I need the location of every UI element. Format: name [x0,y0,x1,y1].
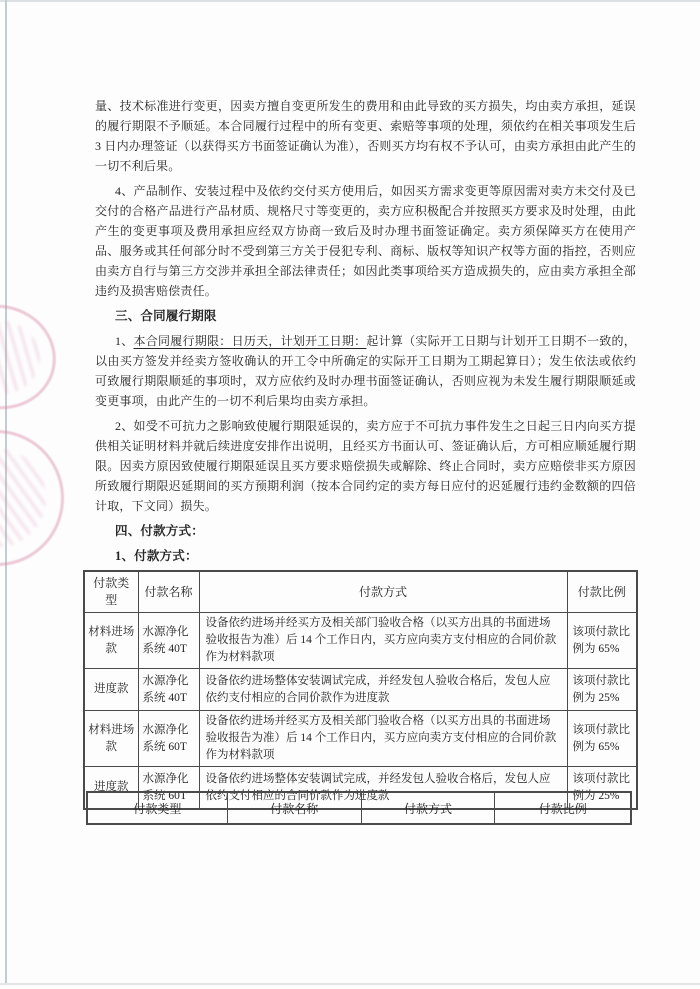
underlined-term: 本合同履行期限：日历天，计划开工日期： [133,334,367,348]
header-payment-method: 付款方式 [199,571,567,613]
cell-payment-method: 设备依约进场并经买方及相关部门验收合格（以买方出具的书面进场验收报告为准）后 14 个工作日内，买方应向卖方支付相应的合同价款作为材料款项 [199,711,567,767]
scan-edge-top [0,0,700,2]
cell-payment-method: 设备依约进场并经买方及相关部门验收合格（以买方出具的书面进场验收报告为准）后 14 个工作日内，买方应向卖方支付相应的合同价款作为材料款项 [199,613,567,669]
page-edge-seal-top [0,294,66,419]
header-payment-type: 付款类型 [84,571,138,613]
contract-body-text [95,96,636,571]
seal-texture [0,442,52,553]
header-payment-ratio: 付款比例 [567,571,637,613]
cell-payment-ratio: 该项付款比例为 65% [567,613,637,669]
empty-payment-table [86,791,632,825]
header-payment-name: 付款名称 [227,792,361,824]
cell-payment-ratio: 该项付款比例为 25% [567,669,637,711]
cell-payment-name: 水源净化系统 60T [138,711,199,767]
cell-payment-name: 水源净化系统 40T [138,613,199,669]
cell-payment-name: 水源净化系统 40T [138,669,199,711]
subsection-heading-1: 1、付款方式： [115,549,198,563]
section-heading-4: 四、付款方式： [115,524,204,538]
table-header-row [84,571,637,613]
table-header-row [87,792,631,824]
cell-payment-type: 进度款 [84,767,138,810]
header-payment-name: 付款名称 [138,571,199,613]
section-heading-3: 三、合同履行期限 [115,309,217,323]
scan-edge-bottom [0,983,700,985]
clause-number: 1、 [115,334,134,348]
paragraph-continuation: 量、技术标准进行变更，因卖方擅自变更所发生的费用和由此导致的买方损失，均由卖方承担，延误的履行期限不予顺延。本合同履行过程中的所有变更、索赔等事项的处理，须依约在相关事项发生后3 日内办理签证（以获得买方书面签证确认为准），否则买方均有权不予认可，由卖方承担由此产生的一切不利后果。 [95,99,636,173]
header-payment-ratio: 付款比例 [495,792,631,824]
table-row [84,669,637,711]
table-row [84,613,637,669]
cell-payment-type: 进度款 [84,669,138,711]
table-row [84,711,637,767]
seal-texture [0,312,47,402]
header-payment-method: 付款方式 [361,792,495,824]
cell-payment-method: 设备依约进场整体安装调试完成，并经发包人验收合格后，发包人应依约支付相应的合同价款作为进度款 [199,767,567,810]
cell-payment-type: 材料进场款 [84,613,138,669]
cell-payment-method: 设备依约进场整体安装调试完成，并经发包人验收合格后，发包人应依约支付相应的合同价款作为进度款 [199,669,567,711]
paragraph-s3-clause-2: 2、如受不可抗力之影响致使履行期限延误的，卖方应于不可抗力事件发生之日起三日内向买方提供相关证明材料并就后续进度安排作出说明，且经买方书面认可、签证确认后，方可相应顺延履行期限。因卖方原因致使履行期限延误且买方要求赔偿损失或解除、终止合同时，卖方应赔偿非买方原因所致履行期限迟延期间的买方预期利润（按本合同约定的卖方每日应付的迟延履行违约金数额的四倍计取，下文同）损失。 [95,419,636,513]
clause-text: 起计算（实际开工日期与计划开工日期不一致的，以由买方签发并经卖方签收确认的开工令中所确定的实际开工日期为工期起算日）；发生依法或依约可致履行期限顺延的事项时，双方应依约及时办理书面签证确认，否则应视为未发生履行期限顺延或变更事项，由此产生的一切不利后果均由卖方承担。 [95,334,636,408]
cell-payment-ratio: 该项付款比例为 65% [567,711,637,767]
cell-payment-ratio: 该项付款比例为 25% [567,767,637,810]
cell-payment-name: 水源净化系统 60T [138,767,199,810]
paragraph-s3-clause-1 [95,331,636,411]
page-edge-seal-bottom [0,421,73,574]
paragraph-clause-4: 4、产品制作、安装过程中及依约交付买方使用后，如因买方需求变更等原因需对卖方未交付及已交付的合格产品进行产品材质、规格尺寸等变更的，卖方应积极配合并按照买方要求及时处理，由此产生的变更事项及费用承担应经双方协商一致后及时办理书面签证确定。卖方须保障买方在使用产品、服务或其任何部分时不受到第三方关于侵犯专利、商标、版权等知识产权等方面的指控，否则应由卖方自行与第三方交涉并承担全部法律责任；如因此类事项给买方造成损失的，应由卖方承担全部违约及损害赔偿责任。 [95,184,636,298]
cell-payment-type: 材料进场款 [84,711,138,767]
header-payment-type: 付款类型 [87,792,227,824]
payment-method-table [83,570,638,810]
